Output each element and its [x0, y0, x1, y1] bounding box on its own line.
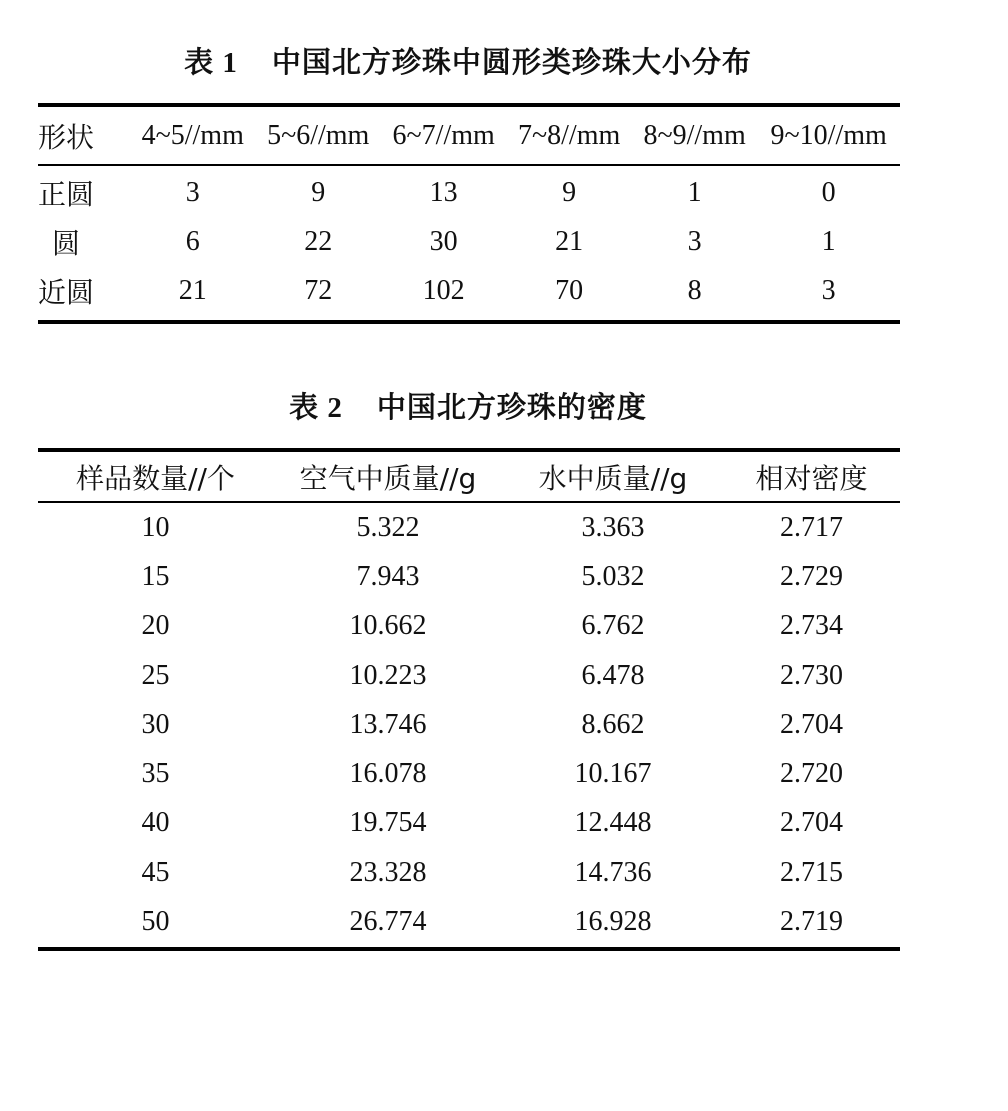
cell: 5.032: [581, 560, 645, 592]
cell: 3: [185, 176, 200, 208]
header-6-7mm: 6~7//mm: [381, 105, 506, 165]
table2-caption-title: 中国北方珍珠的密度: [376, 390, 647, 424]
table-header-row: [38, 105, 900, 165]
cell: 13.746: [349, 708, 427, 740]
cell: 26.774: [349, 906, 427, 938]
cell: 9: [311, 176, 326, 208]
cell: 21: [178, 275, 207, 306]
table2-caption: [0, 385, 936, 426]
cell: 9: [562, 176, 577, 208]
cell: 19.754: [349, 807, 427, 839]
cell: 6.762: [581, 610, 645, 642]
header-mass-in-water: 水中质量//g: [503, 450, 723, 502]
cell: 2.719: [780, 906, 843, 938]
cell: 15: [141, 560, 170, 592]
cell: 16.928: [574, 906, 652, 938]
cell: 1: [821, 225, 836, 257]
table-row: [38, 700, 900, 749]
cell: 45: [141, 856, 170, 888]
cell: 3.363: [581, 511, 645, 543]
cell: 72: [304, 275, 333, 306]
cell: 7.943: [356, 560, 420, 592]
cell: 35: [141, 758, 170, 790]
cell: 50: [141, 906, 170, 938]
cell: 10.223: [349, 659, 427, 691]
table1-caption-number: 表 1: [184, 47, 238, 79]
cell: 10.662: [349, 610, 427, 642]
cell: 1: [687, 176, 702, 208]
table1-caption-title: 中国北方珍珠中圆形类珍珠大小分布: [271, 45, 752, 79]
cell: 70: [555, 275, 584, 306]
cell: 14.736: [574, 856, 652, 888]
header-8-9mm: 8~9//mm: [632, 105, 757, 165]
table-header-row: [38, 450, 900, 502]
cell: 3: [687, 225, 702, 257]
cell: 2.720: [780, 758, 843, 790]
cell: 2.704: [780, 708, 843, 740]
table-row: [38, 552, 900, 601]
cell: 2.704: [780, 807, 843, 839]
pearl-density-table: [38, 448, 900, 951]
cell: 12.448: [574, 807, 652, 839]
table-row: [38, 749, 900, 798]
table-row: [38, 217, 900, 266]
cell: 22: [304, 225, 333, 257]
table-row: [38, 651, 900, 700]
header-4-5mm: 4~5//mm: [130, 105, 255, 165]
cell: 8.662: [581, 708, 645, 740]
row-shape-label: 圆: [52, 226, 81, 260]
cell: 3: [821, 275, 836, 306]
pearl-size-distribution-table: [38, 103, 900, 324]
row-shape-label: 近圆: [38, 276, 95, 309]
table-row: [38, 266, 900, 322]
cell: 0: [821, 176, 836, 208]
cell: 2.734: [780, 610, 843, 642]
cell: 6: [185, 225, 200, 257]
cell: 13: [429, 176, 458, 208]
cell: 102: [422, 275, 465, 306]
header-relative-density: 相对密度: [723, 450, 900, 502]
header-shape: 形状: [38, 105, 130, 165]
cell: 25: [141, 659, 170, 691]
cell: 10.167: [574, 758, 652, 790]
header-9-10mm: 9~10//mm: [757, 105, 900, 165]
table-row: [38, 502, 900, 552]
table1-caption: [0, 40, 936, 81]
cell: 2.730: [780, 659, 843, 691]
header-mass-in-air: 空气中质量//g: [273, 450, 503, 502]
cell: 10: [141, 511, 170, 543]
header-5-6mm: 5~6//mm: [255, 105, 380, 165]
table-row: [38, 897, 900, 949]
table-row: [38, 799, 900, 848]
cell: 21: [555, 225, 584, 257]
cell: 8: [687, 275, 702, 306]
cell: 2.717: [780, 511, 843, 543]
cell: 23.328: [349, 856, 427, 888]
cell: 30: [141, 708, 170, 740]
cell: 16.078: [349, 758, 427, 790]
table2-caption-number: 表 2: [289, 392, 343, 424]
cell: 20: [141, 610, 170, 642]
table-row: [38, 602, 900, 651]
cell: 6.478: [581, 659, 645, 691]
header-sample-count: 样品数量//个: [38, 450, 273, 502]
cell: 2.715: [780, 856, 843, 888]
table-row: [38, 165, 900, 217]
cell: 40: [141, 807, 170, 839]
cell: 2.729: [780, 560, 843, 592]
cell: 5.322: [356, 511, 420, 543]
cell: 30: [429, 225, 458, 257]
row-shape-label: 正圆: [38, 177, 95, 211]
table-row: [38, 848, 900, 897]
header-7-8mm: 7~8//mm: [506, 105, 631, 165]
